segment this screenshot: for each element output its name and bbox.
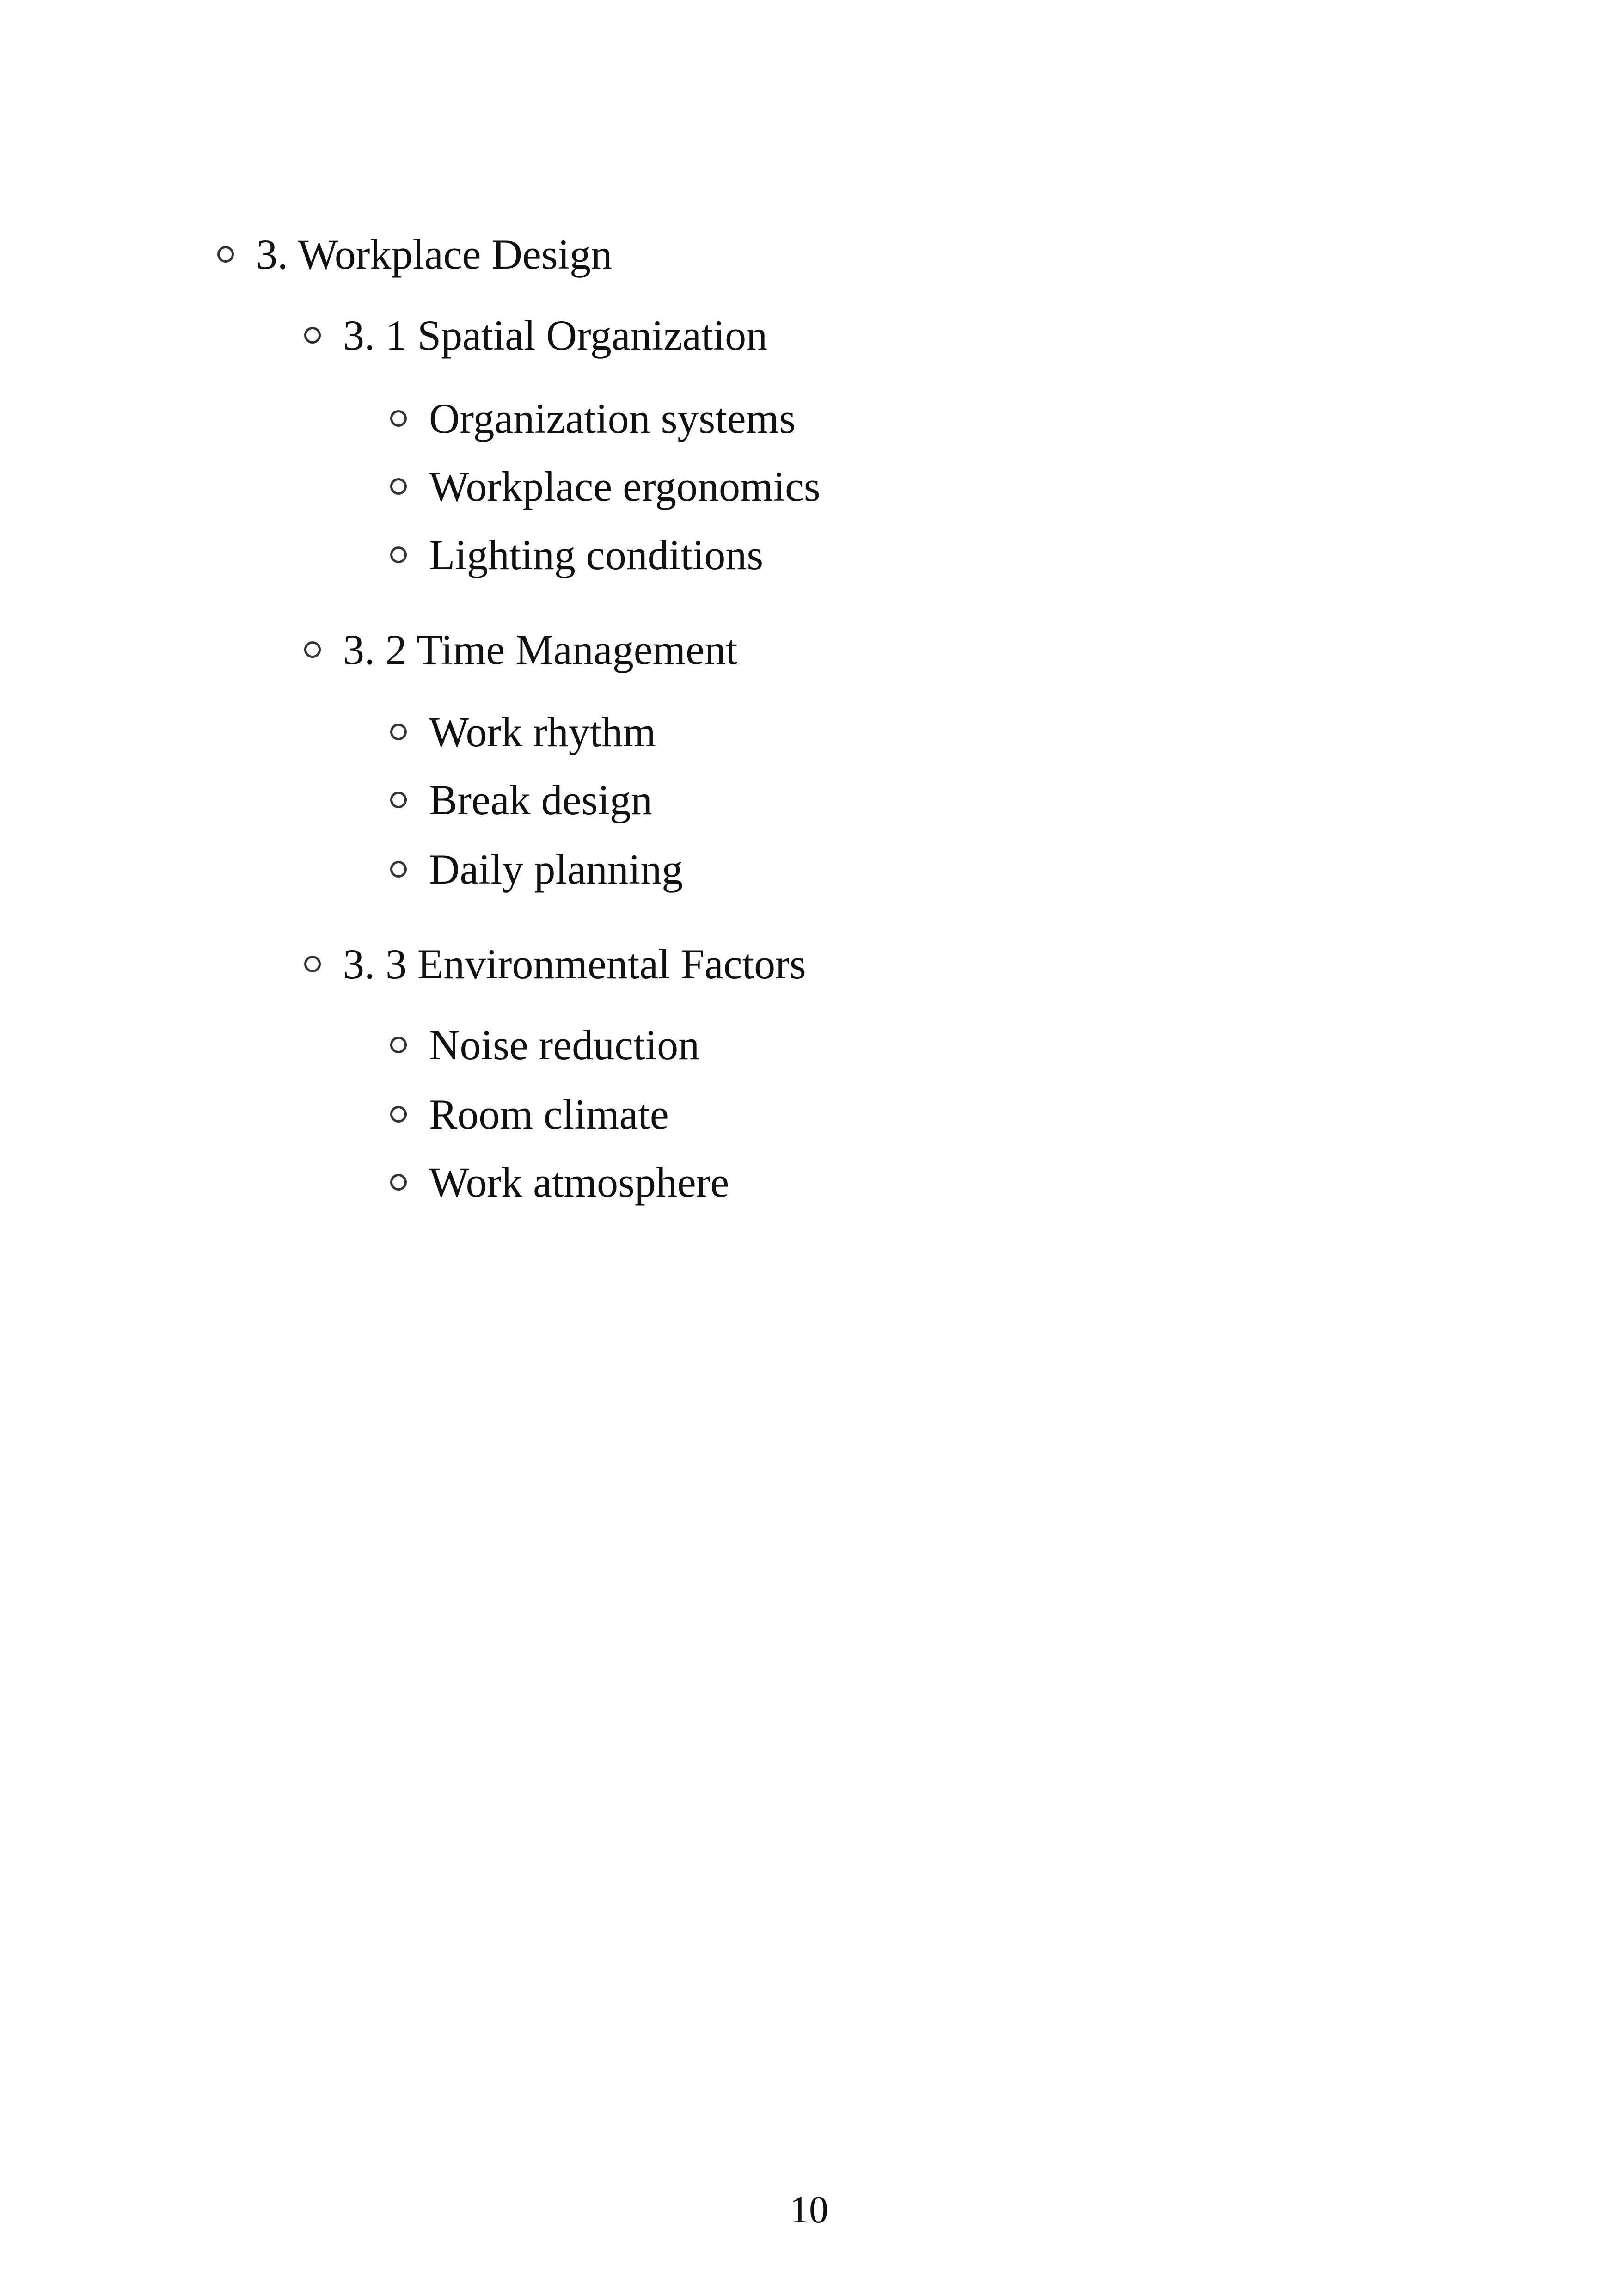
outline-subitem [390,527,763,583]
hollow-circle-bullet-icon [390,546,407,563]
outline-subitem [390,391,796,446]
outline-subitem [390,841,683,897]
hollow-circle-bullet-icon [390,792,407,808]
page-number: 10 [790,2188,828,2231]
subitem-label: Daily planning [429,846,683,893]
subitem-label: Organization systems [429,395,796,442]
hollow-circle-bullet-icon [390,1174,407,1191]
subitem-label: Break design [429,776,652,823]
outline-item-subsection-3-1 [304,307,767,363]
outline-subitem [390,1087,669,1142]
outline-item-subsection-3-3 [304,936,806,992]
subitem-label: Noise reduction [429,1021,700,1068]
section-title: 3. Workplace Design [256,231,613,278]
hollow-circle-bullet-icon [304,641,321,658]
subitem-label: Work atmosphere [429,1159,729,1206]
subitem-label: Room climate [429,1091,669,1138]
outline-subitem [390,1017,699,1073]
hollow-circle-bullet-icon [390,1037,407,1053]
subitem-label: Work rhythm [429,708,656,755]
outline-item-subsection-3-2 [304,622,738,677]
hollow-circle-bullet-icon [390,724,407,740]
outline-subitem [390,1154,729,1210]
subsection-title: 3. 3 Environmental Factors [343,940,806,988]
subsection-title: 3. 1 Spatial Organization [343,312,768,359]
outline-subitem [390,459,821,514]
hollow-circle-bullet-icon [390,410,407,427]
hollow-circle-bullet-icon [390,478,407,495]
hollow-circle-bullet-icon [390,1106,407,1123]
outline-subitem [390,704,656,760]
hollow-circle-bullet-icon [304,327,321,344]
subitem-label: Workplace ergonomics [429,463,821,510]
subsection-title: 3. 2 Time Management [343,626,738,673]
hollow-circle-bullet-icon [304,956,321,972]
subitem-label: Lighting conditions [429,531,764,578]
hollow-circle-bullet-icon [217,246,234,263]
hollow-circle-bullet-icon [390,861,407,878]
outline-subitem [390,772,652,828]
outline-item-section-3 [217,227,612,282]
